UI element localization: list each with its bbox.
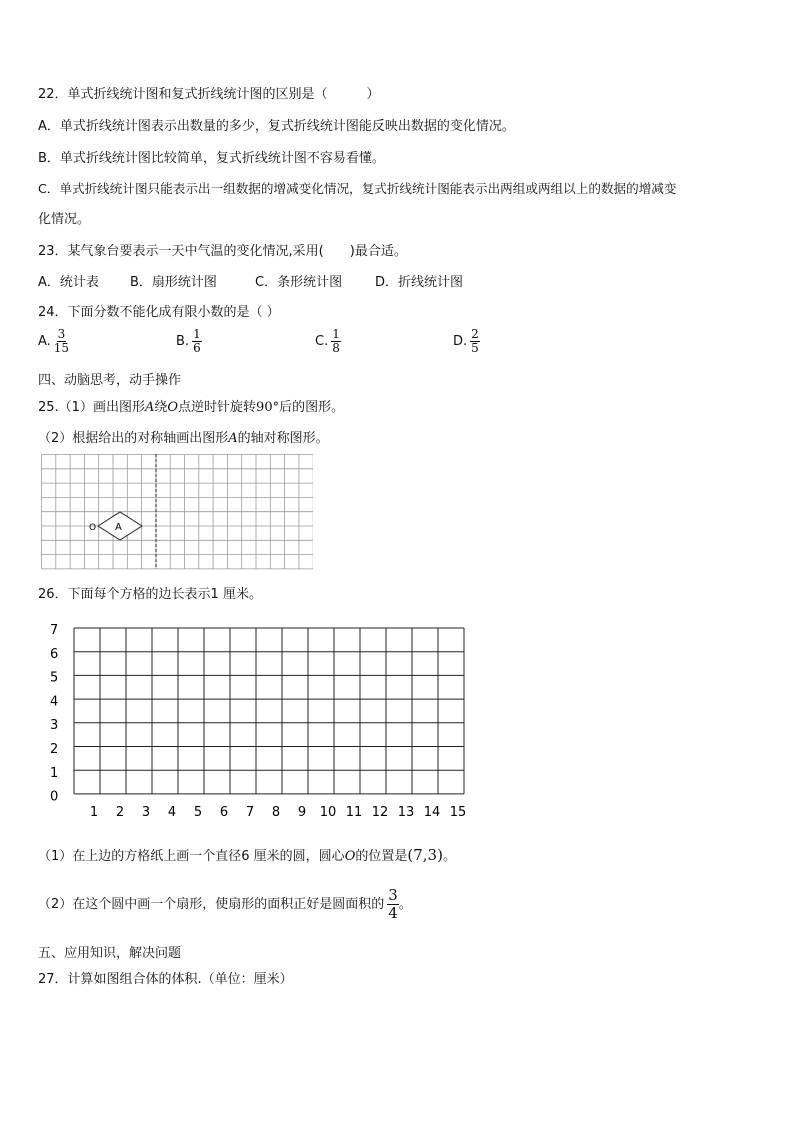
q22-option-c-line1: C．单式折线统计图只能表示出一组数据的增减变化情况，复式折线统计图能表示出两组或两组以上的数据的增减变 [38,181,677,196]
shape-a-label: A [115,522,122,533]
y-axis-label: 6 [50,646,59,662]
x-axis-label: 14 [423,805,441,820]
q23-stem: 23．某气象台要表示一天中气温的变化情况,采用( )最合适。 [38,244,407,259]
x-axis-label: 12 [371,805,389,820]
q22-option-c-line2: 化情况。 [38,212,91,227]
q23-option-d: D．折线统计图 [375,275,464,290]
q25-line2: （2）根据给出的对称轴画出图形A的轴对称图形。 [38,431,329,446]
q22-option-a: A．单式折线统计图表示出数量的多少，复式折线统计图能反映出数据的变化情况。 [38,119,515,134]
x-axis-label: 8 [271,805,281,820]
q25-line1: 25.（1）画出图形A绕O点逆时针旋转90°后的图形。 [38,400,345,415]
y-axis-label: 7 [50,623,59,638]
y-axis-label: 5 [50,670,59,686]
y-axis-label: 0 [50,789,59,805]
x-axis-label: 10 [319,805,337,820]
x-axis-label: 11 [345,805,363,820]
x-axis-label: 9 [297,805,307,820]
q24-option-c: C. $\frac{1}{8}$ [315,327,340,355]
y-axis-label: 4 [50,694,59,710]
x-axis-label: 3 [141,805,151,820]
section-5-heading: 五、应用知识，解决问题 [38,946,182,961]
section-4-heading: 四、动脑思考，动手操作 [38,373,182,388]
x-axis-label: 7 [245,805,255,820]
q26-sub2: （2）在这个圆中画一个扇形，使扇形的面积正好是圆面积的 $\frac{3}{4}$ 。 [38,886,412,922]
x-axis-label: 2 [115,805,125,820]
y-axis-label: 1 [50,765,59,781]
point-o-label: O [89,523,97,533]
y-axis-label: 2 [50,742,59,757]
q24-option-d: D. $\frac{2}{5}$ [453,327,479,355]
q22-option-b: B．单式折线统计图比较简单，复式折线统计图不容易看懂。 [38,151,385,166]
q27-stem: 27．计算如图组合体的体积.（单位：厘米） [38,972,293,987]
q26-grid [44,616,484,826]
x-axis-label: 15 [449,805,467,820]
q22-stem: 22．单式折线统计图和复式折线统计图的区别是（ ） [38,87,380,102]
y-axis-label: 3 [50,718,59,734]
x-axis-label: 4 [167,805,177,820]
q24-option-b: B. $\frac{1}{6}$ [176,327,201,355]
q23-option-c: C．条形统计图 [255,275,343,290]
q23-option-b: B．扇形统计图 [130,275,217,290]
x-axis-label: 6 [219,805,229,820]
q23-option-a: A．统计表 [38,275,99,290]
q24-stem: 24．下面分数不能化成有限小数的是（ ） [38,305,280,320]
x-axis-label: 5 [193,805,203,820]
q24-option-a: A. $\frac{3}{15}$ [38,327,70,355]
q26-stem: 26．下面每个方格的边长表示1 厘米。 [38,587,262,602]
x-axis-label: 13 [397,805,415,820]
x-axis-label: 1 [89,805,99,820]
q25-grid [41,454,313,570]
q26-sub1: （1）在上边的方格纸上画一个直径6 厘米的圆，圆心O的位置是(7,3)。 [38,846,456,864]
